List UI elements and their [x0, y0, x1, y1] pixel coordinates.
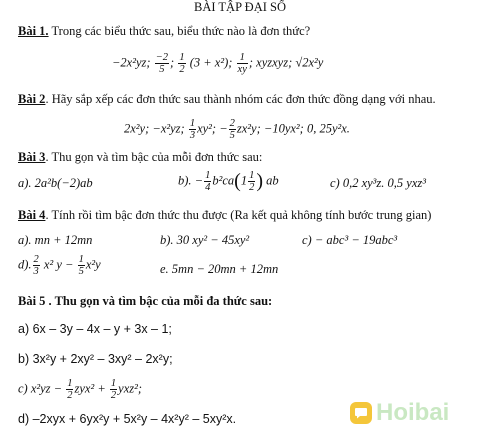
bai3-b-mid: b²ca [212, 173, 235, 188]
bai5-c-frac-2: $\frac{1}{2}$ [110, 378, 117, 401]
bai1-question [18, 24, 310, 39]
bai1-frac-1: $\frac{-2}{5}$ [155, 52, 169, 75]
bai5-question: Bài 5 . Thu gọn và tìm bậc của mỗi đa thức sau: [18, 294, 273, 308]
bai1-expr-1: −2x²yz; [112, 55, 154, 70]
bai5-item-c [18, 378, 142, 401]
bai5-item-d: d) –2xyx + 6yx²y + 5x²y – 4x²y² – 5xy²x. [18, 412, 237, 426]
bai1-label: Bài 1. [18, 24, 49, 38]
bai2-expr-3: zx²y; −10yx²; 0, 25y²x. [236, 121, 350, 136]
watermark-text: Hoibai [376, 399, 450, 426]
bai3-b-frac-2: $\frac{1}{2}$ [249, 170, 255, 193]
bai3-label: Bài 3 [18, 150, 46, 164]
chat-bubble-icon [350, 402, 372, 424]
bai5-item-a: a) 6x – 3y – 4x – y + 3x – 1; [18, 322, 172, 336]
bai4-item-a: a). mn + 12mn [18, 233, 93, 247]
bai4-item-c: c) − abc³ − 19abc³ [302, 233, 398, 247]
bai3-text: . Thu gọn và tìm bậc của mỗi đơn thức sau: [45, 150, 263, 164]
bai1-sep: ; [170, 55, 178, 70]
bai5-c-post: yxz²; [118, 381, 143, 396]
bai4-d-mid: x² y − [40, 257, 77, 272]
bai4-question [18, 208, 431, 223]
bai1-expr-2: (3 + x²); [186, 55, 236, 70]
bai4-d-pre: d). [18, 257, 32, 272]
bai2-expr-1: 2x²y; −x²yz; [124, 121, 188, 136]
bai4-d-post: x²y [85, 257, 101, 272]
bai3-item-b: b). − $\frac{1}{4}$ b²ca(1 $\frac{1}{2}$ ) ab [178, 170, 279, 193]
bai4-item-b: b). 30 xy² − 45xy² [160, 233, 250, 247]
bai3-b-int: 1 [240, 173, 248, 188]
bai2-frac-1: $\frac{1}{3}$ [189, 118, 196, 141]
bai3-item-a: a). 2a²b(−2)ab [18, 176, 93, 190]
bai4-text: . Tính rồi tìm bậc đơn thức thu được (Ra kết quả không tính bước trung gian) [45, 208, 432, 222]
bai3-question [18, 150, 262, 165]
bai1-expr-3: ; xyzxyz; √2x²y [248, 55, 324, 70]
bai5-c-frac-1: $\frac{1}{2}$ [67, 378, 73, 401]
bai4-item-d [18, 254, 101, 277]
bai1-frac-3: $\frac{1}{xy}$ [237, 52, 247, 75]
bai4-d-frac-1: $\frac{2}{3}$ [33, 254, 39, 277]
page-title: BÀI TẬP ĐẠI SỐ [193, 0, 287, 14]
bai2-frac-2: $\frac{2}{5}$ [229, 118, 235, 141]
bai2-text: . Hãy sắp xếp các đơn thức sau thành nhóm các đơn thức đồng dạng với nhau. [45, 92, 436, 106]
bai3-item-c: c) 0,2 xy³z. 0,5 yxz³ [330, 176, 427, 190]
bai4-label: Bài 4 [18, 208, 46, 222]
watermark [350, 398, 475, 428]
bai1-frac-2: $\frac{1}{2}$ [179, 52, 185, 75]
bai5-c-mid: zyx² + [74, 381, 109, 396]
bai3-b-post: ab [263, 173, 279, 188]
bai1-text: Trong các biểu thức sau, biểu thức nào là đơn thức? [48, 24, 311, 38]
bai2-question [18, 92, 436, 107]
bai2-expressions [124, 118, 350, 141]
bai2-label: Bài 2 [18, 92, 46, 106]
bai3-b-frac-1: $\frac{1}{4}$ [205, 170, 211, 193]
bai1-expressions [112, 52, 323, 75]
bai3-b-pre: b). − [178, 173, 204, 188]
bai5-c-pre: c) x²yz − [18, 381, 66, 396]
bai5-item-b: b) 3x²y + 2xy² – 3xy² – 2x²y; [18, 352, 173, 366]
bai2-expr-2: xy²; − [197, 121, 228, 136]
bai4-d-frac-2: $\frac{1}{5}$ [78, 254, 84, 277]
bai4-item-e: e. 5mn − 20mn + 12mn [160, 262, 279, 276]
